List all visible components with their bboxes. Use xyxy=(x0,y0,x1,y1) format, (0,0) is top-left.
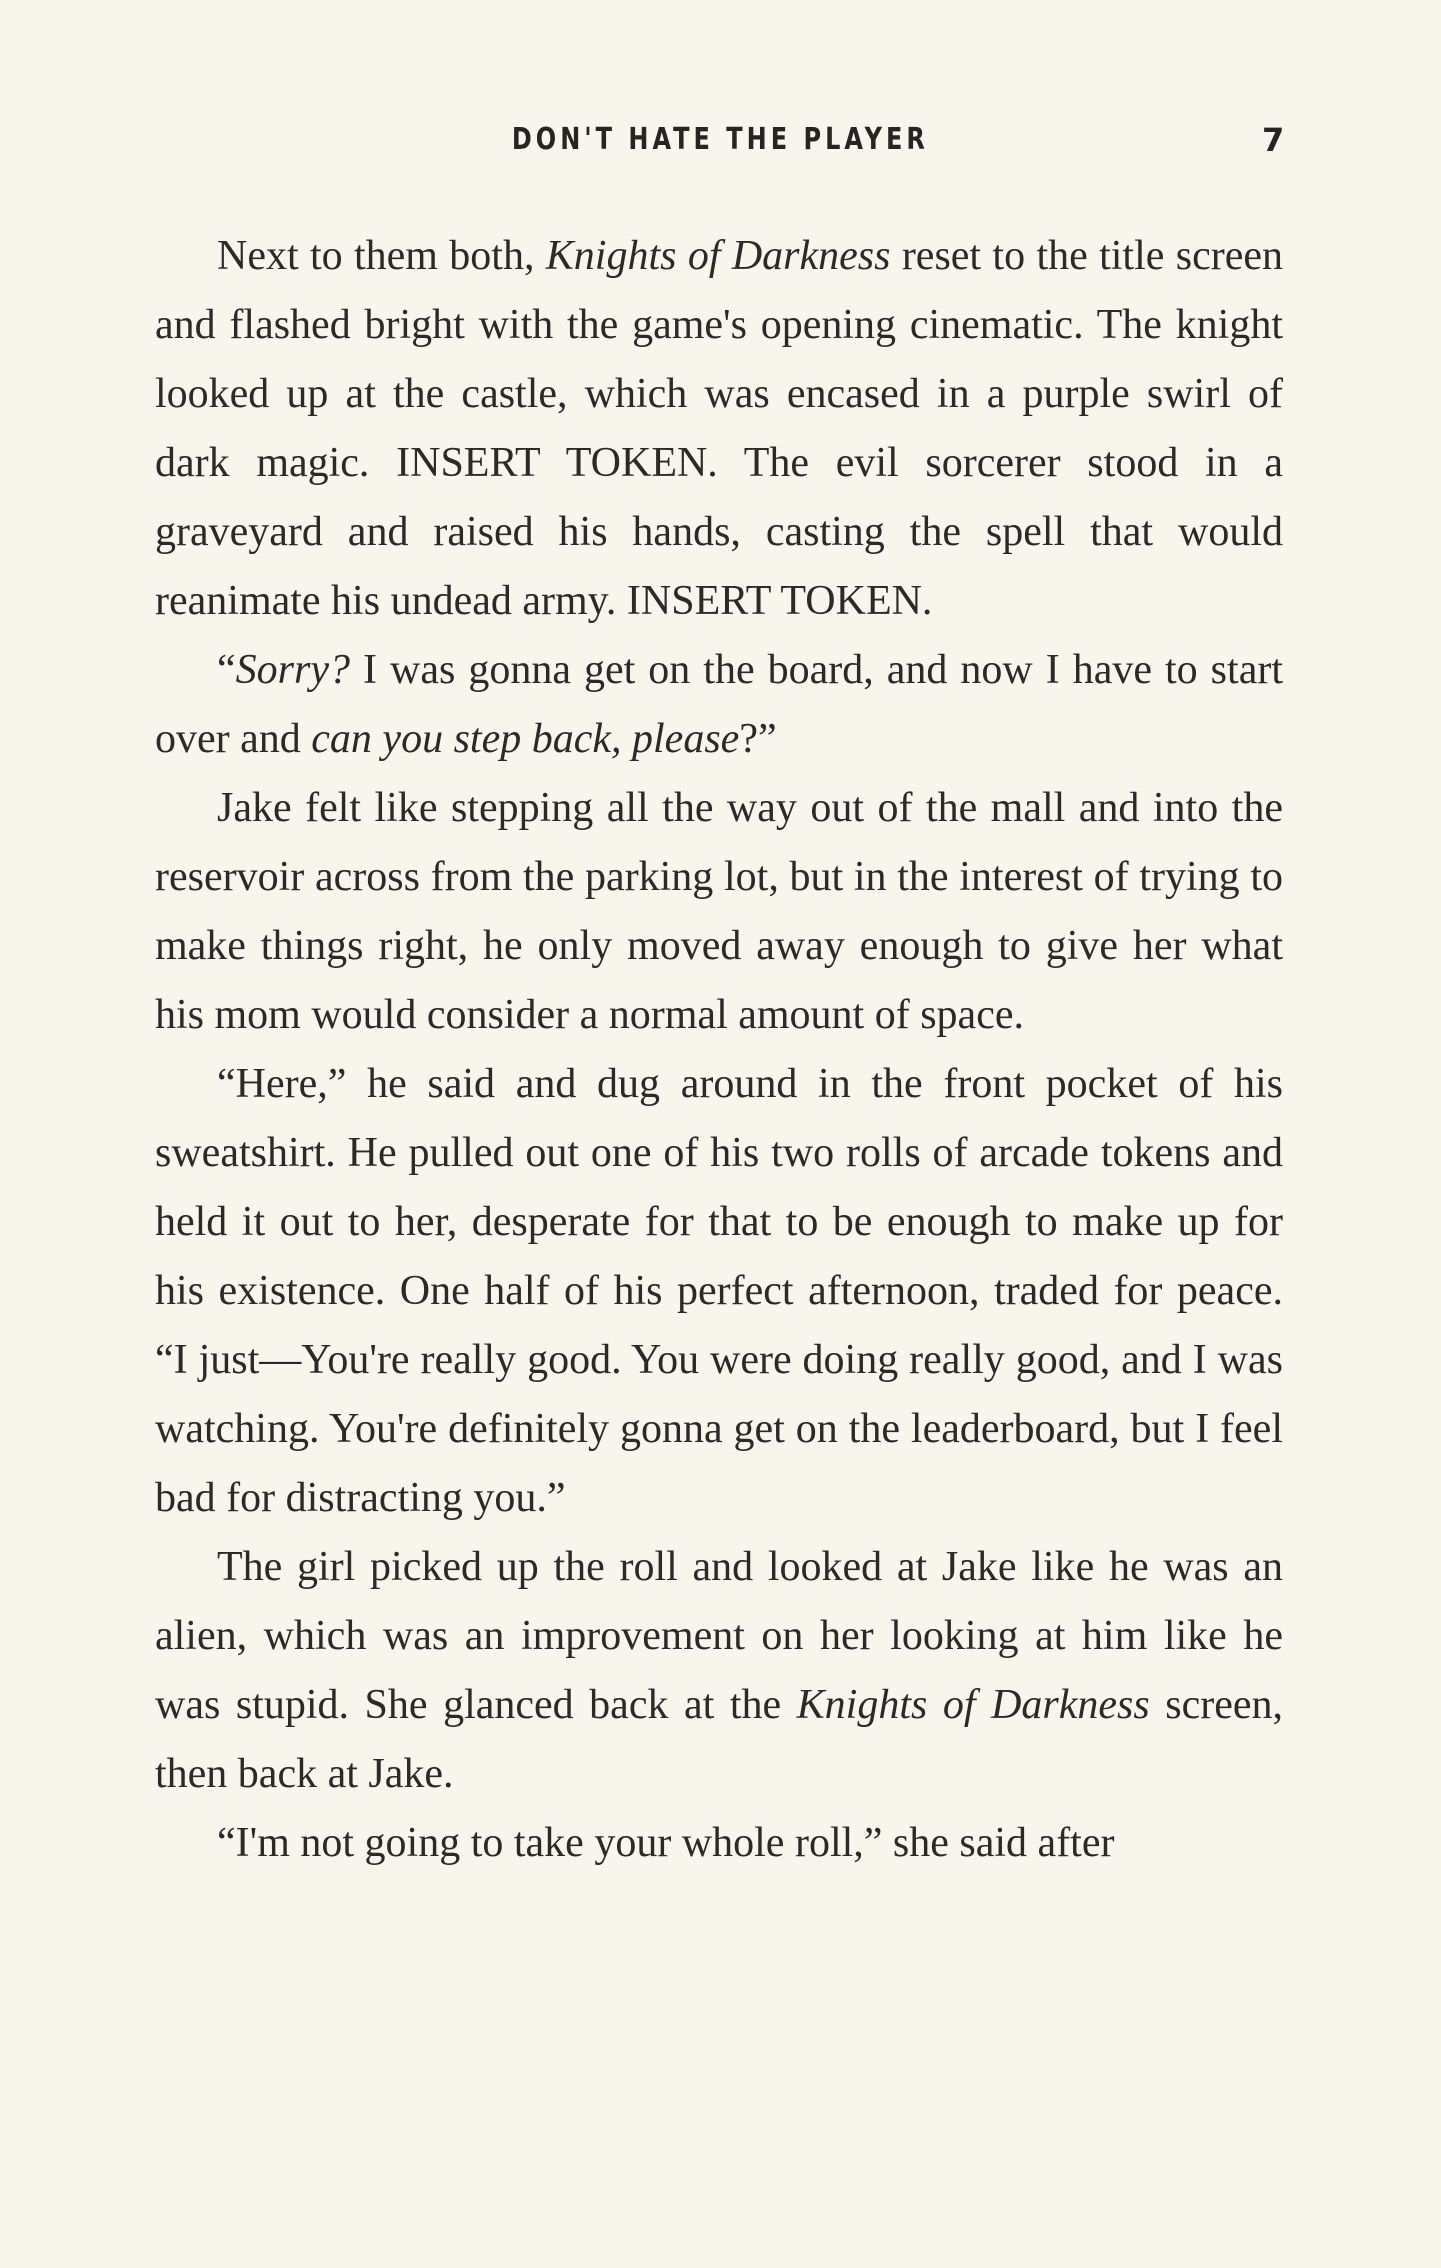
paragraph xyxy=(155,774,1283,1050)
emphasis: Sorry? xyxy=(235,647,350,693)
emphasis: can you step back, please xyxy=(311,716,740,762)
text-run: Next to them both, xyxy=(217,233,546,279)
text-run: “I'm not going to take your whole roll,” she said after xyxy=(217,1820,1115,1866)
running-title: DON'T HATE THE PLAYER xyxy=(511,122,929,157)
text-run: I was gonna get on the board, and now I have to start over and xyxy=(155,647,1283,762)
page-number: 7 xyxy=(1262,121,1285,159)
paragraph xyxy=(155,636,1283,774)
text-run: reset to the title screen and flashed bright with the game's opening cinematic. The knight looked up at the castle, which was encased in a purple swirl of dark magic. INSERT TOKEN. The evil sorcerer stood in a graveyard and raised his hands, casting the spell that would reanimate his undead army. INSERT TOKEN. xyxy=(155,233,1283,624)
book-title: Knights of Darkness xyxy=(796,1682,1150,1728)
paragraph xyxy=(155,222,1283,636)
paragraph xyxy=(155,1809,1283,1878)
text-run: Jake felt like stepping all the way out of the mall and into the reservoir across from the parking lot, but in the interest of trying to make things right, he only moved away enough to give her what his mom would consider a normal amount of space. xyxy=(155,785,1283,1038)
text-run: ?” xyxy=(739,716,777,762)
paragraph xyxy=(155,1050,1283,1533)
text-run: “ xyxy=(217,647,236,693)
text-run: “Here,” he said and dug around in the front pocket of his sweatshirt. He pulled out one of his two rolls of arcade tokens and held it out to her, desperate for that to be enough to make up for his existence. One half of his perfect afternoon, traded for peace. “I just—You're really good. You were doing really good, and I was watching. You're definitely gonna get on the leaderboard, but I feel bad for distracting you.” xyxy=(155,1061,1283,1521)
book-title: Knights of Darkness xyxy=(545,233,891,279)
paragraph xyxy=(155,1533,1283,1809)
running-head xyxy=(0,112,1441,168)
body-text xyxy=(155,222,1283,1878)
text-run: The girl picked up the roll and looked at Jake like he was an alien, which was an improvement on her looking at him like he was stupid. She glanced back at the xyxy=(155,1544,1283,1728)
text-run: screen, then back at Jake. xyxy=(155,1682,1283,1797)
